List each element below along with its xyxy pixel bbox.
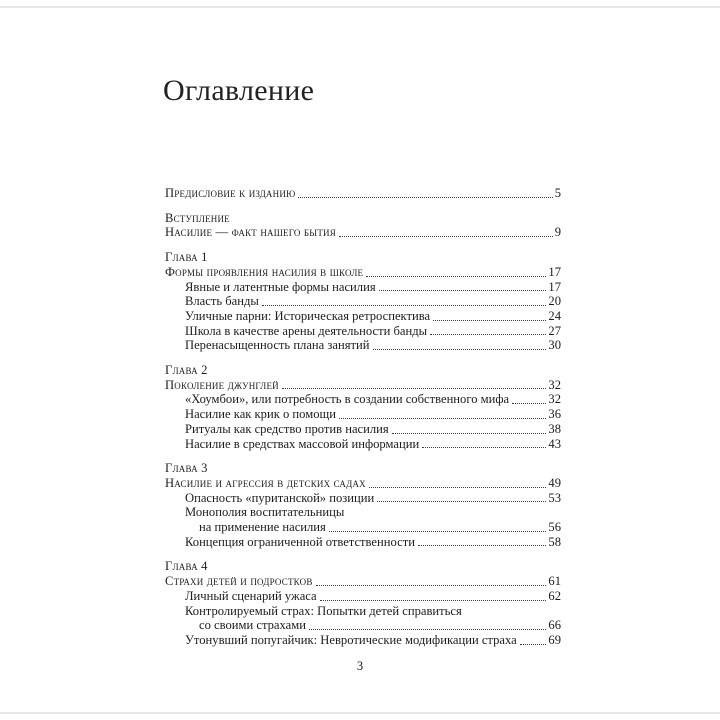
toc-entry-text: Насилие — факт нашего бытия bbox=[165, 225, 336, 240]
dot-leader bbox=[298, 197, 552, 198]
dot-leader bbox=[433, 320, 546, 321]
toc-entry-page: 36 bbox=[548, 407, 561, 422]
toc-entry-text: Явные и латентные формы насилия bbox=[185, 279, 376, 294]
toc-entry-text: Глава 4 bbox=[165, 559, 208, 574]
toc-entry-text: со своими страхами bbox=[199, 618, 306, 633]
dot-leader bbox=[512, 403, 546, 404]
toc-entry-text: Поколение джунглей bbox=[165, 377, 279, 392]
toc-entry-page: 9 bbox=[554, 225, 561, 240]
toc-entry-page: 49 bbox=[548, 475, 561, 490]
toc-entry-page: 61 bbox=[548, 574, 561, 589]
toc-entry bbox=[165, 309, 561, 324]
toc-entry bbox=[165, 461, 561, 476]
toc-entry-page: 17 bbox=[548, 279, 561, 294]
toc-entry-page: 53 bbox=[548, 490, 561, 505]
toc-entry bbox=[165, 280, 561, 295]
toc-entry-page: 58 bbox=[548, 534, 561, 549]
toc-entry bbox=[165, 559, 561, 574]
toc-entry-text: на применение насилия bbox=[199, 520, 326, 535]
toc-entry-page: 30 bbox=[548, 338, 561, 353]
toc-entry bbox=[165, 491, 561, 506]
toc-entry-text: Школа в качестве арены деятельности банды bbox=[185, 323, 428, 338]
toc-entry-text: Страхи детей и подростков bbox=[165, 574, 313, 589]
toc-entry-text: Ритуалы как средство против насилия bbox=[185, 421, 389, 436]
toc-entry bbox=[165, 186, 561, 201]
toc-entry-page: 32 bbox=[548, 392, 561, 407]
toc-entry-text: Монополия воспитательницы bbox=[185, 505, 345, 520]
toc-entry-text: Глава 2 bbox=[165, 363, 208, 378]
dot-leader bbox=[392, 433, 547, 434]
toc-entry bbox=[165, 520, 561, 535]
dot-leader bbox=[520, 644, 547, 645]
toc-entry-page: 32 bbox=[548, 377, 561, 392]
dot-leader bbox=[309, 629, 546, 630]
dot-leader bbox=[373, 349, 547, 350]
toc-entry-text: Перенасыщенность плана занятий bbox=[185, 338, 370, 353]
toc-entry bbox=[165, 338, 561, 353]
dot-leader bbox=[377, 501, 546, 502]
dot-leader bbox=[430, 334, 546, 335]
toc-entry-page: 17 bbox=[548, 264, 561, 279]
dot-leader bbox=[282, 388, 547, 389]
toc-entry-text: Насилие в средствах массовой информации bbox=[185, 436, 420, 451]
toc-entry bbox=[165, 324, 561, 339]
toc-entry-text: Насилие как крик о помощи bbox=[185, 407, 336, 422]
dot-leader bbox=[262, 305, 547, 306]
toc-entry bbox=[165, 363, 561, 378]
toc-entry-page: 27 bbox=[548, 323, 561, 338]
toc-entry-page: 20 bbox=[548, 294, 561, 309]
dot-leader bbox=[379, 290, 547, 291]
toc-entry bbox=[165, 604, 561, 619]
toc-entry-text: Насилие и агрессия в детских садах bbox=[165, 475, 366, 490]
page-top-edge bbox=[0, 6, 720, 8]
toc-entry bbox=[165, 407, 561, 422]
dot-leader bbox=[329, 531, 547, 532]
dot-leader bbox=[339, 418, 546, 419]
toc-entry bbox=[165, 392, 561, 407]
toc-entry-text: Власть банды bbox=[185, 294, 259, 309]
toc-entry bbox=[165, 211, 561, 226]
toc-entry bbox=[165, 265, 561, 280]
dot-leader bbox=[422, 447, 546, 448]
toc-entry-text: «Хоумбои», или потребность в создании собственного мифа bbox=[185, 392, 510, 407]
toc-entry bbox=[165, 589, 561, 604]
toc-entry bbox=[165, 437, 561, 452]
dot-leader bbox=[316, 585, 547, 586]
page-bottom-edge bbox=[0, 712, 720, 714]
toc-list bbox=[165, 186, 561, 648]
toc-entry-text: Контролируемый страх: Попытки детей справиться bbox=[185, 603, 462, 618]
dot-leader bbox=[320, 600, 547, 601]
toc-entry-page: 24 bbox=[548, 308, 561, 323]
toc-entry bbox=[165, 535, 561, 550]
toc-entry-page: 43 bbox=[548, 436, 561, 451]
toc-entry bbox=[165, 250, 561, 265]
dot-leader bbox=[339, 236, 553, 237]
page-title: Оглавление bbox=[163, 74, 315, 107]
toc-entry bbox=[165, 476, 561, 491]
toc-entry-text: Опасность «пуританской» позиции bbox=[185, 490, 375, 505]
toc-entry-text: Предисловие к изданию bbox=[165, 186, 296, 200]
toc-entry-text: Формы проявления насилия в школе bbox=[165, 264, 364, 279]
toc-entry-text: Уличные парни: Историческая ретроспектива bbox=[185, 308, 431, 323]
toc-entry bbox=[165, 505, 561, 520]
toc-entry bbox=[165, 574, 561, 589]
toc-entry bbox=[165, 422, 561, 437]
toc-entry-text: Глава 1 bbox=[165, 250, 208, 265]
toc-entry-page: 66 bbox=[548, 618, 561, 633]
dot-leader bbox=[366, 276, 546, 277]
toc-entry bbox=[165, 225, 561, 240]
toc-entry-page: 69 bbox=[548, 632, 561, 647]
toc-entry-page: 38 bbox=[548, 421, 561, 436]
dot-leader bbox=[418, 545, 546, 546]
toc-entry-page: 5 bbox=[554, 186, 561, 200]
toc-entry-page: 62 bbox=[548, 588, 561, 603]
toc-entry-text: Личный сценарий ужаса bbox=[185, 588, 317, 603]
toc-entry bbox=[165, 294, 561, 309]
page-number: 3 bbox=[356, 659, 364, 673]
toc-entry-page: 56 bbox=[548, 520, 561, 535]
toc-entry-text: Глава 3 bbox=[165, 461, 208, 476]
toc-entry-text: Вступление bbox=[165, 210, 230, 225]
toc-entry bbox=[165, 378, 561, 393]
toc-entry-text: Концепция ограниченной ответственности bbox=[185, 534, 415, 549]
toc-entry bbox=[165, 618, 561, 633]
toc-entry bbox=[165, 633, 561, 648]
dot-leader bbox=[369, 487, 547, 488]
toc-entry-text: Утонувший попугайчик: Невротические модификации страха bbox=[185, 632, 517, 647]
